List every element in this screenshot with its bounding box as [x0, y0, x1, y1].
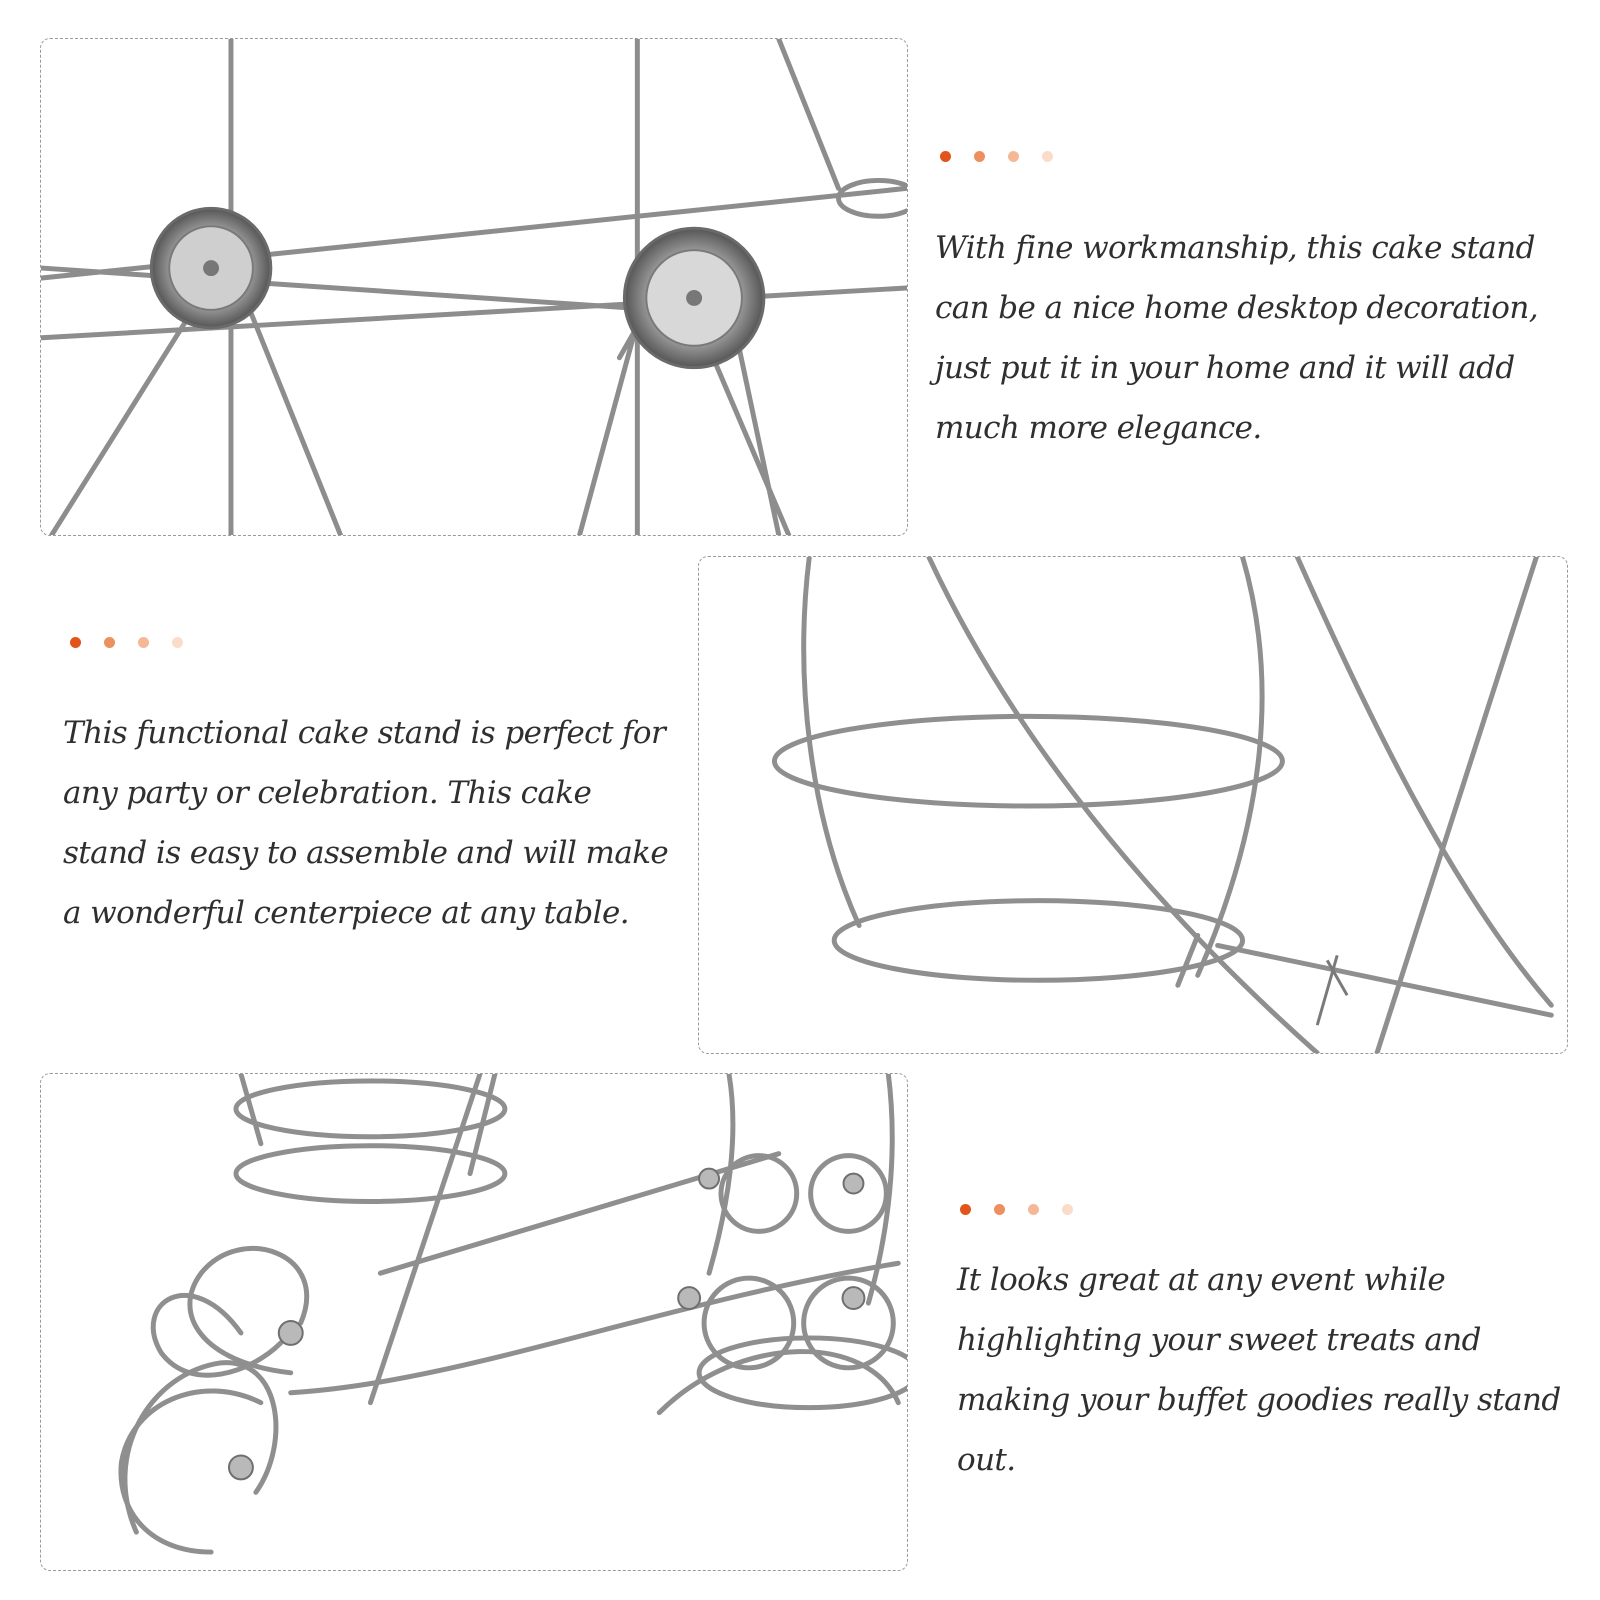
accent-dots — [960, 1203, 1096, 1215]
accent-dot — [1042, 151, 1053, 162]
accent-dot — [1062, 1204, 1073, 1215]
feature-caption: With fine workmanship, this cake stand can be a nice home desktop decoration, just put it in your home and it will add much more elegance. — [935, 230, 1538, 446]
accent-dot — [940, 151, 951, 162]
accent-dot — [994, 1204, 1005, 1215]
accent-dot — [1008, 151, 1019, 162]
accent-dot — [138, 637, 149, 648]
feature-caption: This functional cake stand is perfect for any party or celebration. This cake stand is easy to assemble and will make a wonderful centerpiece at any table. — [63, 715, 669, 931]
accent-dots — [70, 636, 206, 648]
wire-wheel-hub-illustration — [41, 39, 907, 535]
feature-caption: It looks great at any event while highlighting your sweet treats and making your buffet goodies really stand out. — [957, 1262, 1561, 1478]
wire-ring-holders-illustration — [699, 557, 1567, 1053]
accent-dot — [974, 151, 985, 162]
accent-dot — [960, 1204, 971, 1215]
product-photo-scroll-base — [40, 1073, 908, 1571]
accent-dot — [172, 637, 183, 648]
product-photo-hub-closeup — [40, 38, 908, 536]
accent-dot — [104, 637, 115, 648]
wire-scroll-base-illustration — [41, 1074, 907, 1570]
product-photo-ring-holders — [698, 556, 1568, 1054]
accent-dot — [70, 637, 81, 648]
accent-dots — [940, 150, 1076, 162]
accent-dot — [1028, 1204, 1039, 1215]
